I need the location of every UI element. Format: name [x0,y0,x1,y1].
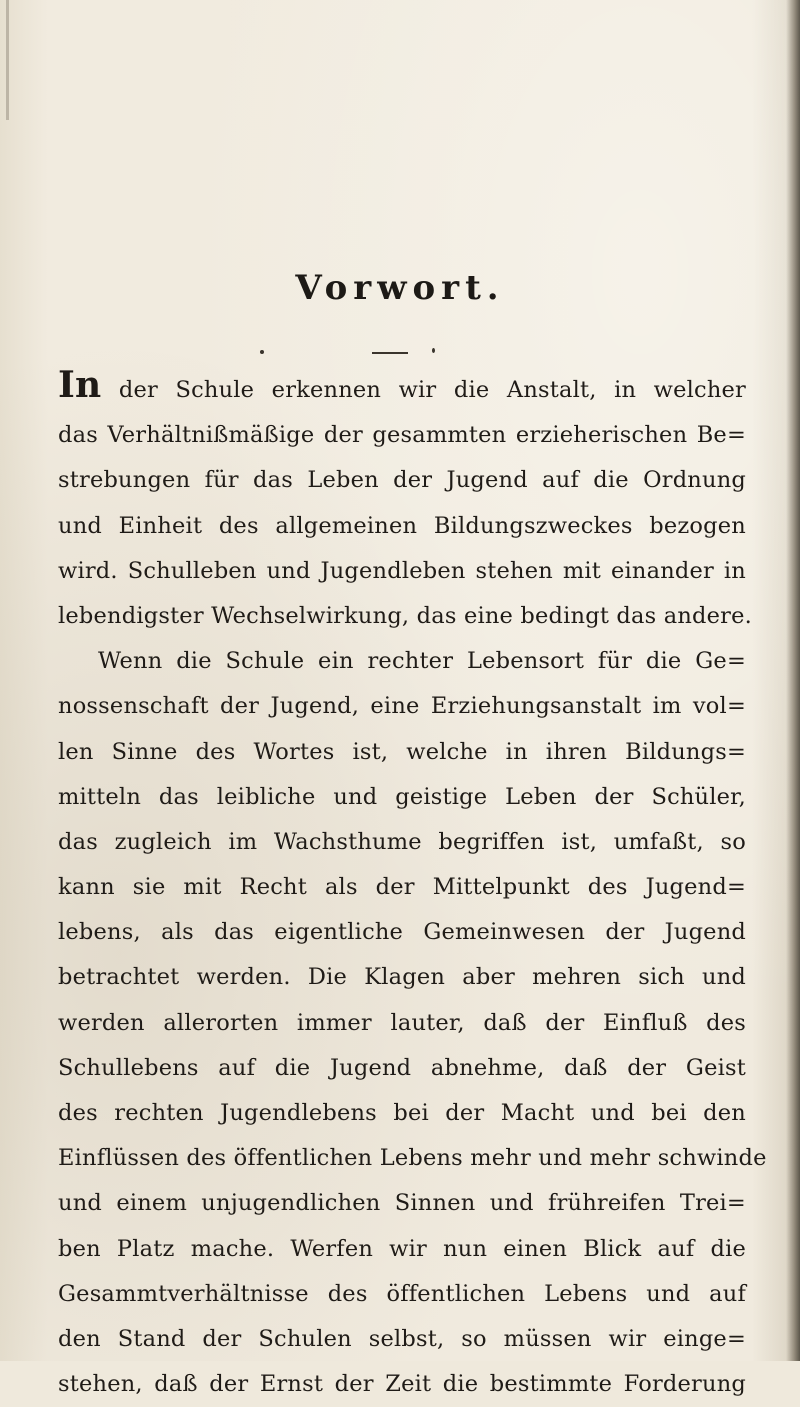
text-line: Gesammtverhältnisse des öffentlichen Lebens und auf [58,1280,746,1307]
ink-speck [432,348,435,353]
title-divider [372,352,408,354]
ink-speck [260,350,264,354]
body-text [58,364,767,1407]
text-line: nossenschaft der Jugend, eine Erziehungsanstalt im vol= [58,693,746,720]
text-line: Einflüssen des öffentlichen Lebens mehr und mehr schwinde [58,1145,767,1172]
text-line: den Stand der Schulen selbst, so müssen wir einge= [58,1325,746,1352]
book-gutter [786,0,800,1361]
text-line: das zugleich im Wachsthume begriffen ist, umfaßt, so [58,828,746,855]
text-line: das Verhältnißmäßige der gesammten erzieherischen Be= [58,422,746,449]
page-title: Vorwort. [295,268,505,308]
text-line: Schullebens auf die Jugend abnehme, daß der Geist [58,1054,746,1081]
text-line: kann sie mit Recht als der Mittelpunkt des Jugend= [58,874,746,901]
text-line: Wenn die Schule ein rechter Lebensort für die Ge= [98,648,746,675]
text-line: betrachtet werden. Die Klagen aber mehren sich und [58,964,746,991]
text-line: des rechten Jugendlebens bei der Macht und bei den [58,1100,746,1126]
text-line: lebens, als das eigentliche Gemeinwesen der Jugend [58,919,746,946]
text-line: wird. Schulleben und Jugendleben stehen mit einander in [58,557,746,584]
text-line: lebendigster Wechselwirkung, das eine bedingt das andere. [58,602,752,629]
text-line: und einem unjugendlichen Sinnen und frühreifen Trei= [58,1190,746,1217]
text-line: werden allerorten immer lauter, daß der Einfluß des [58,1009,746,1036]
text-line: ben Platz mache. Werfen wir nun einen Blick auf die [58,1235,746,1262]
text-line: strebungen für das Leben der Jugend auf die Ordnung [58,467,746,494]
text-line: mitteln das leibliche und geistige Leben der Schüler, [58,783,746,810]
text-line: In der Schule erkennen wir die Anstalt, in welcher [58,364,746,406]
text-line: len Sinne des Wortes ist, welche in ihren Bildungs= [58,738,746,765]
page-edge-shadow [6,0,9,120]
initial-letter: In [58,364,102,406]
text-line: stehen, daß der Ernst der Zeit die bestimmte Forderung [58,1371,746,1398]
text-line: und Einheit des allgemeinen Bildungszweckes bezogen [58,512,746,539]
